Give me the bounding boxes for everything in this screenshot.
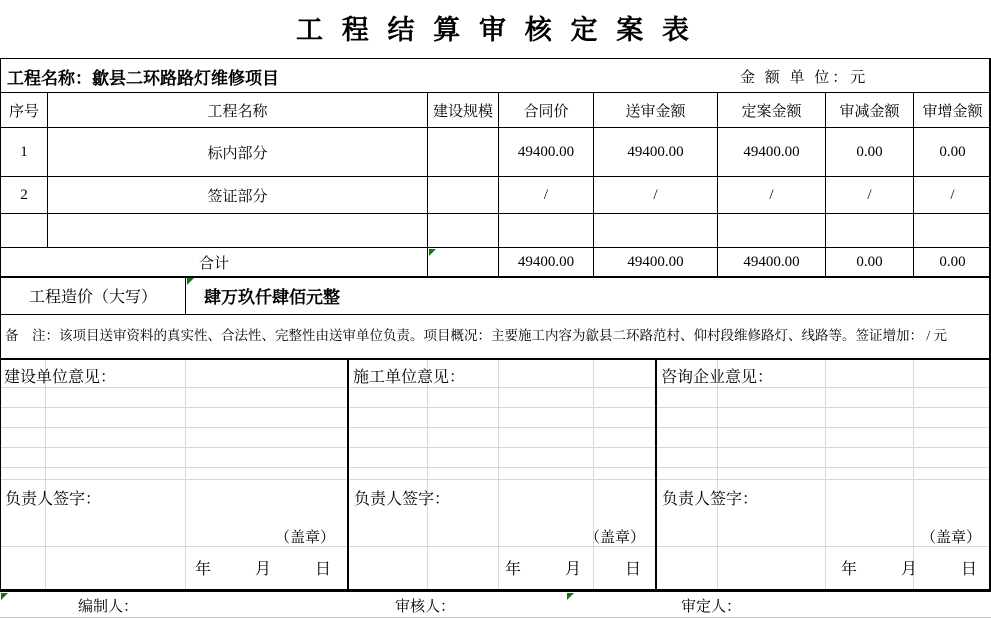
col-header-reduced: 审减金额 <box>826 93 914 128</box>
opinions-section <box>0 358 991 592</box>
seal-label: （盖章） <box>584 530 645 546</box>
signature-label: 负责人签字： <box>354 491 451 508</box>
cell-flag-icon <box>1 593 8 600</box>
cell-total-submitted[interactable]: 49400.00 <box>594 248 718 278</box>
cell-project-name[interactable]: 签证部分 <box>48 177 428 214</box>
cell-total-contract[interactable]: 49400.00 <box>499 248 594 278</box>
cell-flag-icon <box>567 593 574 600</box>
table-header-row <box>1 93 991 128</box>
signature-label: 负责人签字： <box>5 491 102 508</box>
date-line <box>841 556 977 579</box>
cell-submitted[interactable] <box>594 214 718 248</box>
cell-total-finalized[interactable]: 49400.00 <box>718 248 826 278</box>
opinion-title: 建设单位意见： <box>4 369 117 386</box>
date-line <box>195 556 331 579</box>
year-label: 年 <box>504 561 521 578</box>
cell-finalized[interactable]: / <box>718 177 826 214</box>
year-label: 年 <box>194 561 211 578</box>
col-header-scale: 建设规模 <box>428 93 499 128</box>
cell-seq[interactable]: 1 <box>1 128 48 177</box>
date-line <box>505 556 641 579</box>
table-row-empty <box>1 214 991 248</box>
cell-contract[interactable] <box>499 214 594 248</box>
col-header-increased: 审增金额 <box>914 93 991 128</box>
opinion-title: 咨询企业意见： <box>661 369 774 386</box>
table-total-row <box>1 248 991 278</box>
col-header-submitted: 送审金额 <box>594 93 718 128</box>
signature-label: 负责人签字： <box>662 491 759 508</box>
cost-words-label: 工程造价（大写） <box>1 277 186 315</box>
cell-submitted[interactable]: 49400.00 <box>594 128 718 177</box>
cell-submitted[interactable]: / <box>594 177 718 214</box>
col-header-finalized: 定案金额 <box>718 93 826 128</box>
cost-words-value[interactable]: 肆万玖仟肆佰元整 <box>186 277 991 315</box>
meta-row <box>0 58 991 93</box>
page-title: 工 程 结 算 审 核 定 案 表 <box>296 15 695 45</box>
col-header-contract: 合同价 <box>499 93 594 128</box>
cell-increased[interactable]: 0.00 <box>914 128 991 177</box>
cell-scale[interactable] <box>428 214 499 248</box>
remark-row: 备 注：该项目送审资料的真实性、合法性、完整性由送审单位负责。项目概况：主要施工内容为歙县二环路范村、仰村段维修路灯、线路等。签证增加： / 元 <box>0 313 991 359</box>
cell-seq[interactable]: 2 <box>1 177 48 214</box>
cell-project-name[interactable]: 标内部分 <box>48 128 428 177</box>
col-header-seq: 序号 <box>1 93 48 128</box>
month-label: 月 <box>564 561 581 578</box>
cell-total-scale[interactable] <box>428 248 499 278</box>
month-label: 月 <box>900 561 917 578</box>
month-label: 月 <box>254 561 271 578</box>
cell-flag-icon <box>187 278 194 285</box>
cost-in-words-row <box>0 276 991 315</box>
cell-project-name[interactable] <box>48 214 428 248</box>
day-label: 日 <box>960 561 977 578</box>
project-name-label: 工程名称：歙县二环路路灯维修项目 <box>7 69 279 88</box>
opinion-column-contractor-unit[interactable] <box>347 360 657 589</box>
cell-finalized[interactable]: 49400.00 <box>718 128 826 177</box>
cell-scale[interactable] <box>428 128 499 177</box>
sheet-border-left <box>0 58 1 592</box>
year-label: 年 <box>840 561 857 578</box>
settlement-table <box>0 92 991 278</box>
footer-row <box>0 592 991 618</box>
cell-reduced[interactable]: / <box>826 177 914 214</box>
cell-reduced[interactable] <box>826 214 914 248</box>
cell-scale[interactable] <box>428 177 499 214</box>
table-row <box>1 128 991 177</box>
amount-unit-label: 金 额 单 位：元 <box>740 70 869 86</box>
cell-contract[interactable]: / <box>499 177 594 214</box>
reviewer-label: 审核人： <box>395 599 456 615</box>
cell-finalized[interactable] <box>718 214 826 248</box>
cell-increased[interactable]: / <box>914 177 991 214</box>
cell-total-label[interactable]: 合计 <box>1 248 428 278</box>
cell-total-increased[interactable]: 0.00 <box>914 248 991 278</box>
cell-increased[interactable] <box>914 214 991 248</box>
cell-contract[interactable]: 49400.00 <box>499 128 594 177</box>
cell-total-reduced[interactable]: 0.00 <box>826 248 914 278</box>
approver-label: 审定人： <box>681 599 742 615</box>
day-label: 日 <box>314 561 331 578</box>
opinion-column-consulting-firm[interactable] <box>655 360 991 589</box>
table-row <box>1 177 991 214</box>
cell-flag-icon <box>429 249 436 256</box>
seal-label: （盖章） <box>274 530 335 546</box>
seal-label: （盖章） <box>920 530 981 546</box>
preparer-label: 编制人： <box>78 599 139 615</box>
opinion-column-construction-unit[interactable] <box>0 360 347 589</box>
opinion-title: 施工单位意见： <box>353 369 466 386</box>
cell-seq[interactable] <box>1 214 48 248</box>
col-header-project: 工程名称 <box>48 93 428 128</box>
day-label: 日 <box>624 561 641 578</box>
cell-reduced[interactable]: 0.00 <box>826 128 914 177</box>
